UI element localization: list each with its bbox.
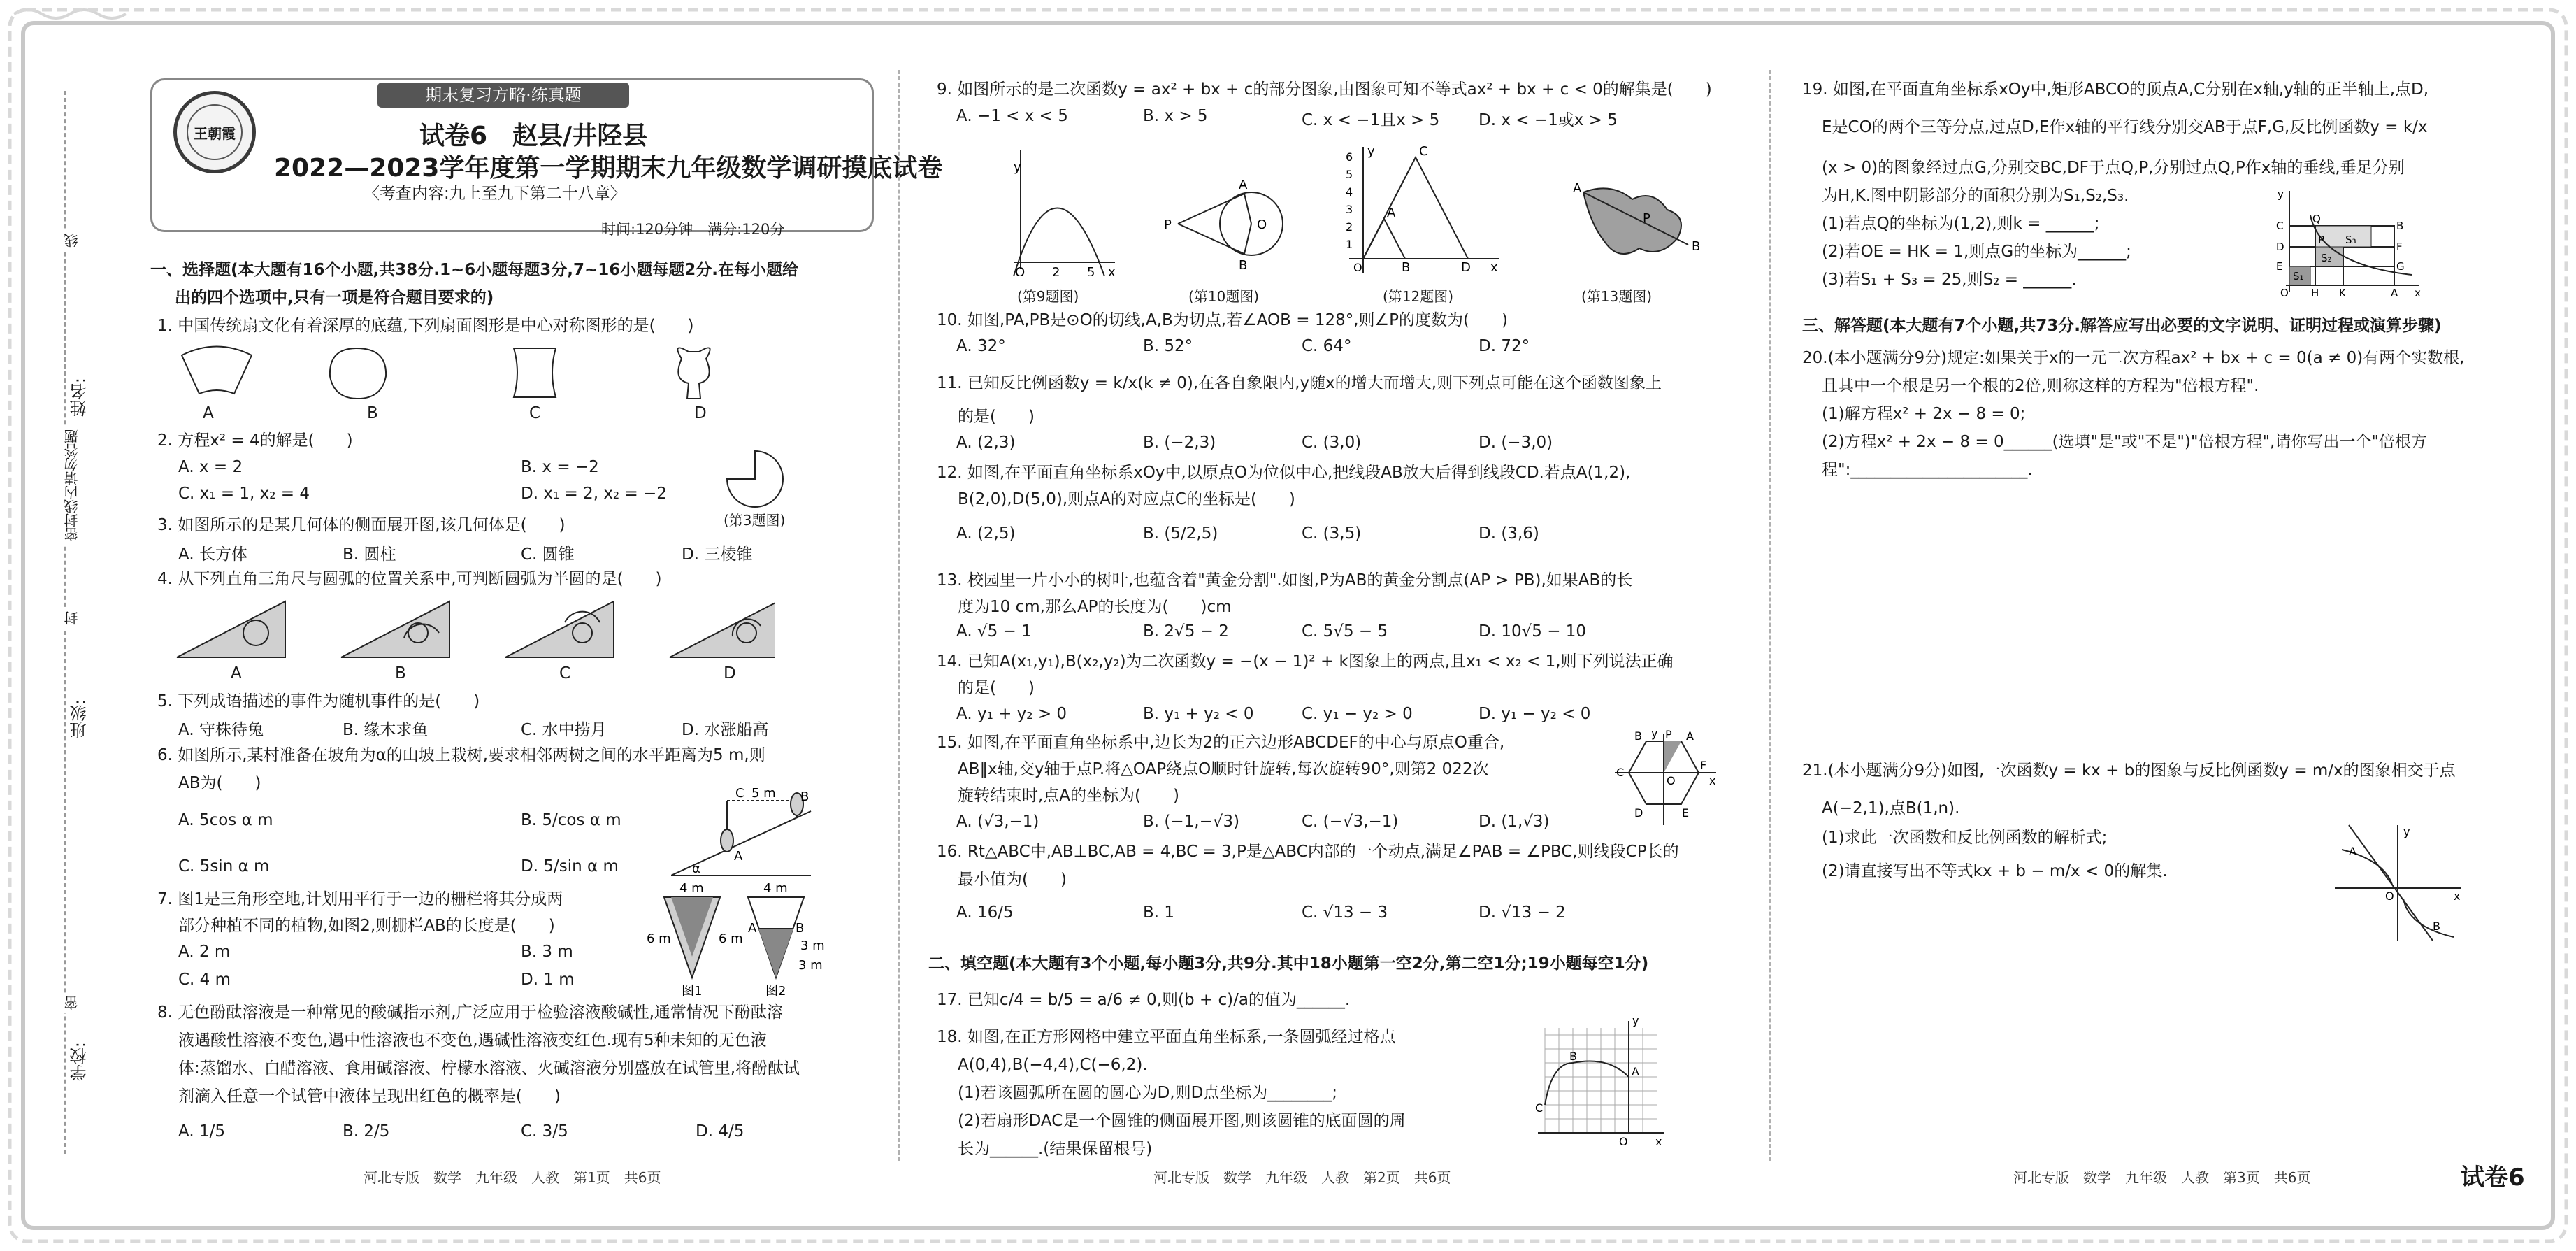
fig19-label: G bbox=[2396, 260, 2405, 273]
paper-subtitle: 2022—2023学年度第一学期期末九年级数学调研摸底试卷 bbox=[274, 154, 943, 183]
q6-fig-label-b: B bbox=[800, 789, 810, 804]
q16-option-a: A. 16/5 bbox=[956, 903, 1014, 922]
question-19-part1: (1)若点Q的坐标为(1,2),则k = ______; bbox=[1822, 215, 2100, 233]
section-1-heading-cont: 出的四个选项中,只有一项是符合题目要求的) bbox=[175, 289, 494, 307]
fig19-label: S₁ bbox=[2293, 270, 2304, 283]
class-label: 班级: bbox=[70, 699, 89, 739]
fig15-label: P bbox=[1665, 728, 1672, 741]
q11-option-a: A. (2,3) bbox=[956, 434, 1016, 452]
fig15-label: O bbox=[1667, 774, 1676, 787]
q16-option-c: C. √13 − 3 bbox=[1302, 903, 1388, 922]
fig19-label: S₂ bbox=[2321, 252, 2332, 264]
q7-fig-label: 3 m bbox=[798, 958, 823, 973]
header-tag: 期末复习方略·练真题 bbox=[377, 83, 629, 108]
q6-option-b: B. 5/cos α m bbox=[521, 811, 621, 829]
q9-option-a: A. −1 < x < 5 bbox=[956, 107, 1068, 125]
q7-option-a: A. 2 m bbox=[178, 943, 231, 961]
fig9-label: y bbox=[1014, 160, 1021, 175]
q5-option-c: C. 水中捞月 bbox=[521, 721, 607, 739]
question-20-cont: 且其中一个根是另一个根的2倍,则称这样的方程为"倍根方程". bbox=[1822, 377, 2259, 395]
footer-page-1: 河北专版 数学 九年级 人教 第1页 共6页 bbox=[364, 1169, 661, 1186]
q9-option-c: C. x < −1且x > 5 bbox=[1302, 111, 1440, 129]
fig19-label: x bbox=[2415, 287, 2421, 299]
fig12-label: y bbox=[1367, 144, 1375, 159]
question-18-part2: (2)若扇形DAC是一个圆锥的侧面展开图,则该圆锥的底面圆的周 bbox=[958, 1112, 1406, 1130]
question-11-cont: 的是( ) bbox=[958, 408, 1035, 426]
fig19-label: H bbox=[2311, 287, 2319, 299]
q7-fig-label: 6 m bbox=[719, 931, 743, 946]
fig12-label: A bbox=[1387, 206, 1396, 220]
fig15-label: F bbox=[1700, 759, 1707, 772]
fig18-label: x bbox=[1655, 1135, 1662, 1147]
q1-option-c: C bbox=[529, 404, 541, 422]
fig12-caption: (第12题图) bbox=[1383, 288, 1454, 305]
paper-number-label: 试卷6 bbox=[2461, 1164, 2525, 1192]
fig21-line-hyperbola bbox=[2328, 822, 2468, 948]
q5-option-a: A. 守株待兔 bbox=[178, 721, 264, 739]
q15-option-c: C. (−√3,−1) bbox=[1302, 813, 1399, 831]
q1-fan-figures bbox=[175, 341, 734, 404]
seal-word-seal: 封 bbox=[62, 608, 82, 628]
question-15-cont: AB∥x轴,交y轴于点P.将△OAP绕点O顺时针旋转,每次旋转90°,则第2 022次 bbox=[958, 760, 1489, 778]
fig15-label: B bbox=[1634, 729, 1642, 743]
fig10-label: B bbox=[1239, 258, 1248, 273]
q4-option-a: A bbox=[231, 664, 242, 682]
q8-option-b: B. 2/5 bbox=[343, 1122, 390, 1141]
question-19-part3: (3)若S₁ + S₃ = 25,则S₂ = ______. bbox=[1822, 271, 2077, 289]
footer-page-3: 河北专版 数学 九年级 人教 第3页 共6页 bbox=[2013, 1169, 2311, 1186]
fig15-label: A bbox=[1686, 729, 1694, 743]
fig18-label: y bbox=[1632, 1014, 1639, 1027]
q6-option-d: D. 5/sin α m bbox=[521, 857, 619, 875]
fig15-label: D bbox=[1634, 806, 1643, 820]
fig12-label: 6 bbox=[1346, 150, 1353, 164]
fig21-label: y bbox=[2403, 825, 2410, 838]
fig10-label: O bbox=[1257, 217, 1267, 232]
q4-option-c: C bbox=[559, 664, 571, 682]
fig15-label: x bbox=[1709, 774, 1716, 787]
fig19-label: K bbox=[2339, 287, 2346, 299]
q6-slope-figure bbox=[671, 783, 818, 881]
question-10: 10. 如图,PA,PB是⊙O的切线,A,B为切点,若∠AOB = 128°,则∠P的度数为( ) bbox=[937, 311, 1508, 329]
q7-option-b: B. 3 m bbox=[521, 943, 573, 961]
fig12-similar-segments bbox=[1342, 140, 1503, 280]
fig21-label: O bbox=[2385, 889, 2394, 903]
q8-option-a: A. 1/5 bbox=[178, 1122, 225, 1141]
question-19-part2: (2)若OE = HK = 1,则点G的坐标为______; bbox=[1822, 243, 2131, 261]
q10-option-d: D. 72° bbox=[1478, 337, 1530, 355]
q7-fig-label: B bbox=[796, 921, 805, 936]
q14-option-d: D. y₁ − y₂ < 0 bbox=[1478, 705, 1591, 723]
q7-option-c: C. 4 m bbox=[178, 971, 231, 989]
fig19-label: O bbox=[2280, 287, 2289, 299]
fig9-label: 5 bbox=[1087, 265, 1095, 276]
seal-word-secret: 密 bbox=[62, 993, 82, 1013]
section-1-heading: 一、选择题(本大题有16个小题,共38分.1~6小题每题3分,7~16小题每题2分.在每小题给 bbox=[150, 261, 799, 279]
question-9: 9. 如图所示的是二次函数y = ax² + bx + c的部分图象,由图象可知不等式ax² + bx + c < 0的解集是( ) bbox=[937, 80, 1712, 99]
school-label: 学校: bbox=[70, 1042, 89, 1082]
question-7: 7. 图1是三角形空地,计划用平行于一边的栅栏将其分成两 bbox=[157, 890, 563, 908]
question-13: 13. 校园里一片小小的树叶,也蕴含着"黄金分割".如图,P为AB的黄金分割点(AP > PB),如果AB的长 bbox=[937, 571, 1633, 589]
fig10-caption: (第10题图) bbox=[1188, 288, 1260, 305]
question-8-cont: 剂滴入任意一个试管中液体呈现出红色的概率是( ) bbox=[178, 1087, 561, 1106]
q16-option-d: D. √13 − 2 bbox=[1478, 903, 1566, 922]
section-3-heading: 三、解答题(本大题有7个小题,共73分.解答应写出必要的文字说明、证明过程或演算步骤) bbox=[1802, 317, 2442, 335]
fig12-label: 1 bbox=[1346, 238, 1353, 251]
q13-option-a: A. √5 − 1 bbox=[956, 622, 1032, 641]
question-21-cont: A(−2,1),点B(1,n). bbox=[1822, 799, 1960, 817]
q13-option-d: D. 10√5 − 10 bbox=[1478, 622, 1587, 641]
q12-option-a: A. (2,5) bbox=[956, 524, 1016, 543]
fig12-label: B bbox=[1402, 260, 1411, 275]
fig19-label: A bbox=[2391, 287, 2398, 299]
q15-option-d: D. (1,√3) bbox=[1478, 813, 1550, 831]
q9-option-b: B. x > 5 bbox=[1143, 107, 1208, 125]
fig9-parabola bbox=[1000, 136, 1118, 276]
q2-option-a: A. x = 2 bbox=[178, 458, 243, 476]
logo-text: 王朝霞 bbox=[187, 104, 243, 160]
q11-option-b: B. (−2,3) bbox=[1143, 434, 1216, 452]
q11-option-c: C. (3,0) bbox=[1302, 434, 1362, 452]
fig13-label: P bbox=[1643, 211, 1650, 226]
q3-figure bbox=[720, 448, 790, 510]
q7-fig-label: 图1 bbox=[682, 984, 703, 999]
q5-option-d: D. 水涨船高 bbox=[682, 721, 769, 739]
paper-title: 试卷6 赵县/井陉县 bbox=[419, 122, 648, 150]
fig10-label: P bbox=[1164, 217, 1172, 232]
question-7-cont: 部分种植不同的植物,如图2,则栅栏AB的长度是( ) bbox=[178, 917, 555, 935]
fig12-label: O bbox=[1353, 261, 1362, 274]
q10-option-c: C. 64° bbox=[1302, 337, 1352, 355]
question-14: 14. 已知A(x₁,y₁),B(x₂,y₂)为二次函数y = −(x − 1)² + k图象上的两点,且x₁ < x₂ < 1,则下列说法正确 bbox=[937, 652, 1674, 671]
fig10-label: A bbox=[1239, 178, 1248, 192]
fig10-tangent-circle bbox=[1160, 171, 1300, 276]
q10-option-b: B. 52° bbox=[1143, 337, 1193, 355]
question-18-cont: A(0,4),B(−4,4),C(−6,2). bbox=[958, 1056, 1148, 1074]
seal-warning: 密封线内请勿答题 bbox=[62, 427, 82, 544]
q7-fig-label: 3 m bbox=[800, 938, 825, 953]
footer-page-2: 河北专版 数学 九年级 人教 第2页 共6页 bbox=[1153, 1169, 1451, 1186]
q4-option-b: B bbox=[395, 664, 406, 682]
fig12-label: D bbox=[1461, 260, 1471, 275]
question-8-cont: 液遇酸性溶液不变色,遇中性溶液也不变色,遇碱性溶液变红色.现有5种未知的无色液 bbox=[178, 1031, 767, 1050]
fig18-label: B bbox=[1569, 1050, 1577, 1063]
paper-scope: 〈考查内容:九上至九下第二十八章〉 bbox=[364, 185, 626, 203]
q3-option-a: A. 长方体 bbox=[178, 545, 247, 564]
q6-fig-label-a: A bbox=[734, 849, 743, 864]
question-18: 18. 如图,在正方形网格中建立平面直角坐标系,一条圆弧经过格点 bbox=[937, 1028, 1396, 1046]
q6-fig-label-alpha: α bbox=[692, 862, 700, 876]
question-13-cont: 度为10 cm,那么AP的长度为( )cm bbox=[958, 598, 1232, 616]
question-16-cont: 最小值为( ) bbox=[958, 871, 1067, 889]
fig15-hexagon bbox=[1608, 727, 1720, 832]
fig9-label: x bbox=[1108, 265, 1116, 276]
q14-option-b: B. y₁ + y₂ < 0 bbox=[1143, 705, 1254, 723]
q13-option-c: C. 5√5 − 5 bbox=[1302, 622, 1388, 641]
section-2-heading: 二、填空题(本大题有3个小题,每小题3分,共9分.其中18小题第一空2分,第二空1分;19小题每空1分) bbox=[928, 955, 1649, 973]
fig18-label: A bbox=[1632, 1065, 1639, 1078]
fig9-label: 2 bbox=[1052, 265, 1060, 276]
fig15-label: E bbox=[1682, 806, 1690, 820]
fig13-label: A bbox=[1573, 181, 1582, 196]
time-score: 时间:120分钟 满分:120分 bbox=[601, 221, 785, 238]
fig12-label: 5 bbox=[1346, 168, 1353, 181]
q1-option-a: A bbox=[203, 404, 214, 422]
q3-option-d: D. 三棱锥 bbox=[682, 545, 753, 564]
question-20-part2-cont: 程":______________________. bbox=[1822, 461, 2033, 479]
q1-option-b: B bbox=[367, 404, 378, 422]
fig15-label: y bbox=[1651, 727, 1658, 740]
fig19-rectangle-hyperbola bbox=[2272, 187, 2426, 299]
question-19-cont: (x > 0)的图象经过点G,分别交BC,DF于点Q,P,分别过点Q,P作x轴的垂线,垂足分别 bbox=[1822, 159, 2405, 177]
question-15: 15. 如图,在平面直角坐标系中,边长为2的正六边形ABCDEF的中心与原点O重合, bbox=[937, 734, 1505, 752]
fig21-label: B bbox=[2433, 920, 2440, 933]
question-8: 8. 无色酚酞溶液是一种常见的酸碱指示剂,广泛应用于检验溶液酸碱性,通常情况下酚酞溶 bbox=[157, 1003, 783, 1022]
column-divider bbox=[898, 70, 900, 1161]
column-divider bbox=[1769, 70, 1771, 1161]
fig18-label: C bbox=[1535, 1101, 1544, 1115]
question-21-part2: (2)请直接写出不等式kx + b − m/x < 0的解集. bbox=[1822, 862, 2168, 880]
question-21-part1: (1)求此一次函数和反比例函数的解析式; bbox=[1822, 829, 2108, 847]
question-3: 3. 如图所示的是某几何体的侧面展开图,该几何体是( ) bbox=[157, 516, 566, 534]
q6-option-c: C. 5sin α m bbox=[178, 857, 270, 875]
question-2: 2. 方程x² = 4的解是( ) bbox=[157, 431, 353, 450]
q4-option-d: D bbox=[724, 664, 736, 682]
question-21: 21.(本小题满分9分)如图,一次函数y = kx + b的图象与反比例函数y = m/x的图象相交于点 bbox=[1802, 762, 2456, 780]
fig12-label: 2 bbox=[1346, 220, 1353, 234]
fig19-label: S₃ bbox=[2345, 234, 2356, 246]
question-18-part2-cont: 长为______.(结果保留根号) bbox=[958, 1140, 1153, 1158]
fig19-label: P bbox=[2318, 234, 2325, 246]
q4-triangle-ruler-figures bbox=[173, 594, 775, 661]
name-label: 姓名: bbox=[70, 378, 89, 417]
question-6-cont: AB为( ) bbox=[178, 774, 261, 792]
fig13-leaf bbox=[1569, 175, 1709, 266]
fig9-caption: (第9题图) bbox=[1017, 288, 1079, 305]
q2-option-b: B. x = −2 bbox=[521, 458, 599, 476]
q15-option-b: B. (−1,−√3) bbox=[1143, 813, 1240, 831]
q7-fig-label: 图2 bbox=[765, 984, 786, 999]
q7-triangle-figures bbox=[643, 880, 832, 999]
q12-option-d: D. (3,6) bbox=[1478, 524, 1539, 543]
q16-option-b: B. 1 bbox=[1143, 903, 1175, 922]
question-6: 6. 如图所示,某村准备在坡角为α的山坡上栽树,要求相邻两树之间的水平距离为5 m,则 bbox=[157, 746, 765, 764]
q6-option-a: A. 5cos α m bbox=[178, 811, 273, 829]
question-18-part1: (1)若该圆弧所在圆的圆心为D,则D点坐标为________; bbox=[958, 1084, 1338, 1102]
q3-caption: (第3题图) bbox=[724, 512, 786, 529]
question-12: 12. 如图,在平面直角坐标系xOy中,以原点O为位似中心,把线段AB放大后得到线段CD.若点A(1,2), bbox=[937, 464, 1631, 482]
fig15-label: C bbox=[1616, 766, 1625, 779]
question-4: 4. 从下列直角三角尺与圆弧的位置关系中,可判断圆弧为半圆的是( ) bbox=[157, 570, 662, 588]
fig18-grid-arc bbox=[1531, 1007, 1671, 1147]
q7-fig-label: A bbox=[748, 921, 757, 936]
fig21-label: x bbox=[2454, 889, 2461, 903]
q8-option-c: C. 3/5 bbox=[521, 1122, 568, 1141]
fig18-label: O bbox=[1619, 1135, 1628, 1147]
fig19-label: y bbox=[2278, 188, 2284, 201]
question-20: 20.(本小题满分9分)规定:如果关于x的一元二次方程ax² + bx + c = 0(a ≠ 0)有两个实数根, bbox=[1802, 349, 2465, 367]
fig9-label: O bbox=[1015, 265, 1026, 276]
fig19-label: B bbox=[2396, 220, 2404, 232]
fig12-label: x bbox=[1490, 260, 1498, 275]
fig19-label: C bbox=[2276, 220, 2284, 232]
fig19-label: F bbox=[2396, 241, 2403, 253]
q1-option-d: D bbox=[694, 404, 707, 422]
seal-word-line: 线 bbox=[62, 231, 82, 250]
q2-option-c: C. x₁ = 1, x₂ = 4 bbox=[178, 485, 310, 503]
q13-option-b: B. 2√5 − 2 bbox=[1143, 622, 1229, 641]
fig12-label: 4 bbox=[1346, 185, 1353, 199]
q7-fig-label: 4 m bbox=[679, 881, 704, 896]
question-20-part2: (2)方程x² + 2x − 8 = 0______(选填"是"或"不是")"倍根方程",请你写出一个"倍根方 bbox=[1822, 433, 2427, 451]
question-19: 19. 如图,在平面直角坐标系xOy中,矩形ABCO的顶点A,C分别在x轴,y轴的正半轴上,点D, bbox=[1802, 80, 2429, 99]
question-1: 1. 中国传统扇文化有着深厚的底蕴,下列扇面图形是中心对称图形的是( ) bbox=[157, 317, 694, 335]
question-20-part1: (1)解方程x² + 2x − 8 = 0; bbox=[1822, 405, 2026, 423]
q3-option-c: C. 圆锥 bbox=[521, 545, 575, 564]
q9-option-d: D. x < −1或x > 5 bbox=[1478, 111, 1618, 129]
q7-fig-label: 6 m bbox=[647, 931, 671, 946]
q7-fig-label: 4 m bbox=[763, 881, 788, 896]
fig19-label: Q bbox=[2312, 213, 2321, 225]
question-5: 5. 下列成语描述的事件为随机事件的是( ) bbox=[157, 692, 480, 710]
fig13-label: B bbox=[1692, 239, 1701, 254]
q15-option-a: A. (√3,−1) bbox=[956, 813, 1039, 831]
question-12-cont: B(2,0),D(5,0),则点A的对应点C的坐标是( ) bbox=[958, 490, 1295, 508]
q5-option-b: B. 缘木求鱼 bbox=[343, 721, 429, 739]
q12-option-c: C. (3,5) bbox=[1302, 524, 1362, 543]
fig12-label: 3 bbox=[1346, 203, 1353, 216]
q14-option-c: C. y₁ − y₂ > 0 bbox=[1302, 705, 1413, 723]
q11-option-d: D. (−3,0) bbox=[1478, 434, 1553, 452]
question-11: 11. 已知反比例函数y = k/x(k ≠ 0),在各自象限内,y随x的增大而增大,则下列点可能在这个函数图象上 bbox=[937, 374, 1662, 392]
fig12-label: C bbox=[1419, 144, 1428, 159]
q8-option-d: D. 4/5 bbox=[696, 1122, 744, 1141]
question-14-cont: 的是( ) bbox=[958, 679, 1035, 697]
q3-option-b: B. 圆柱 bbox=[343, 545, 396, 564]
q12-option-b: B. (5/2,5) bbox=[1143, 524, 1218, 543]
q10-option-a: A. 32° bbox=[956, 337, 1006, 355]
q7-option-d: D. 1 m bbox=[521, 971, 575, 989]
q2-option-d: D. x₁ = 2, x₂ = −2 bbox=[521, 485, 667, 503]
question-19-cont: 为H,K.图中阴影部分的面积分别为S₁,S₂,S₃. bbox=[1822, 187, 2129, 205]
question-16: 16. Rt△ABC中,AB⊥BC,AB = 4,BC = 3,P是△ABC内部的一个动点,满足∠PAB = ∠PBC,则线段CP长的 bbox=[937, 843, 1679, 861]
question-15-cont: 旋转结束时,点A的坐标为( ) bbox=[958, 787, 1179, 805]
q6-fig-label-5m: 5 m bbox=[751, 786, 776, 801]
fig19-label: D bbox=[2276, 241, 2284, 253]
brand-logo bbox=[173, 91, 256, 173]
question-8-cont: 体:蒸馏水、白醋溶液、食用碱溶液、柠檬水溶液、火碱溶液分别盛放在试管里,将酚酞试 bbox=[178, 1059, 800, 1078]
fig21-label: A bbox=[2349, 845, 2356, 858]
question-19-cont: E是CO的两个三等分点,过点D,E作x轴的平行线分别交AB于点F,G,反比例函数y = k/x bbox=[1822, 118, 2428, 136]
fig13-caption: (第13题图) bbox=[1581, 288, 1653, 305]
fig19-label: E bbox=[2276, 260, 2283, 273]
question-17: 17. 已知c/4 = b/5 = a/6 ≠ 0,则(b + c)/a的值为______. bbox=[937, 991, 1351, 1009]
q6-fig-label-c: C bbox=[735, 786, 744, 801]
q14-option-a: A. y₁ + y₂ > 0 bbox=[956, 705, 1067, 723]
